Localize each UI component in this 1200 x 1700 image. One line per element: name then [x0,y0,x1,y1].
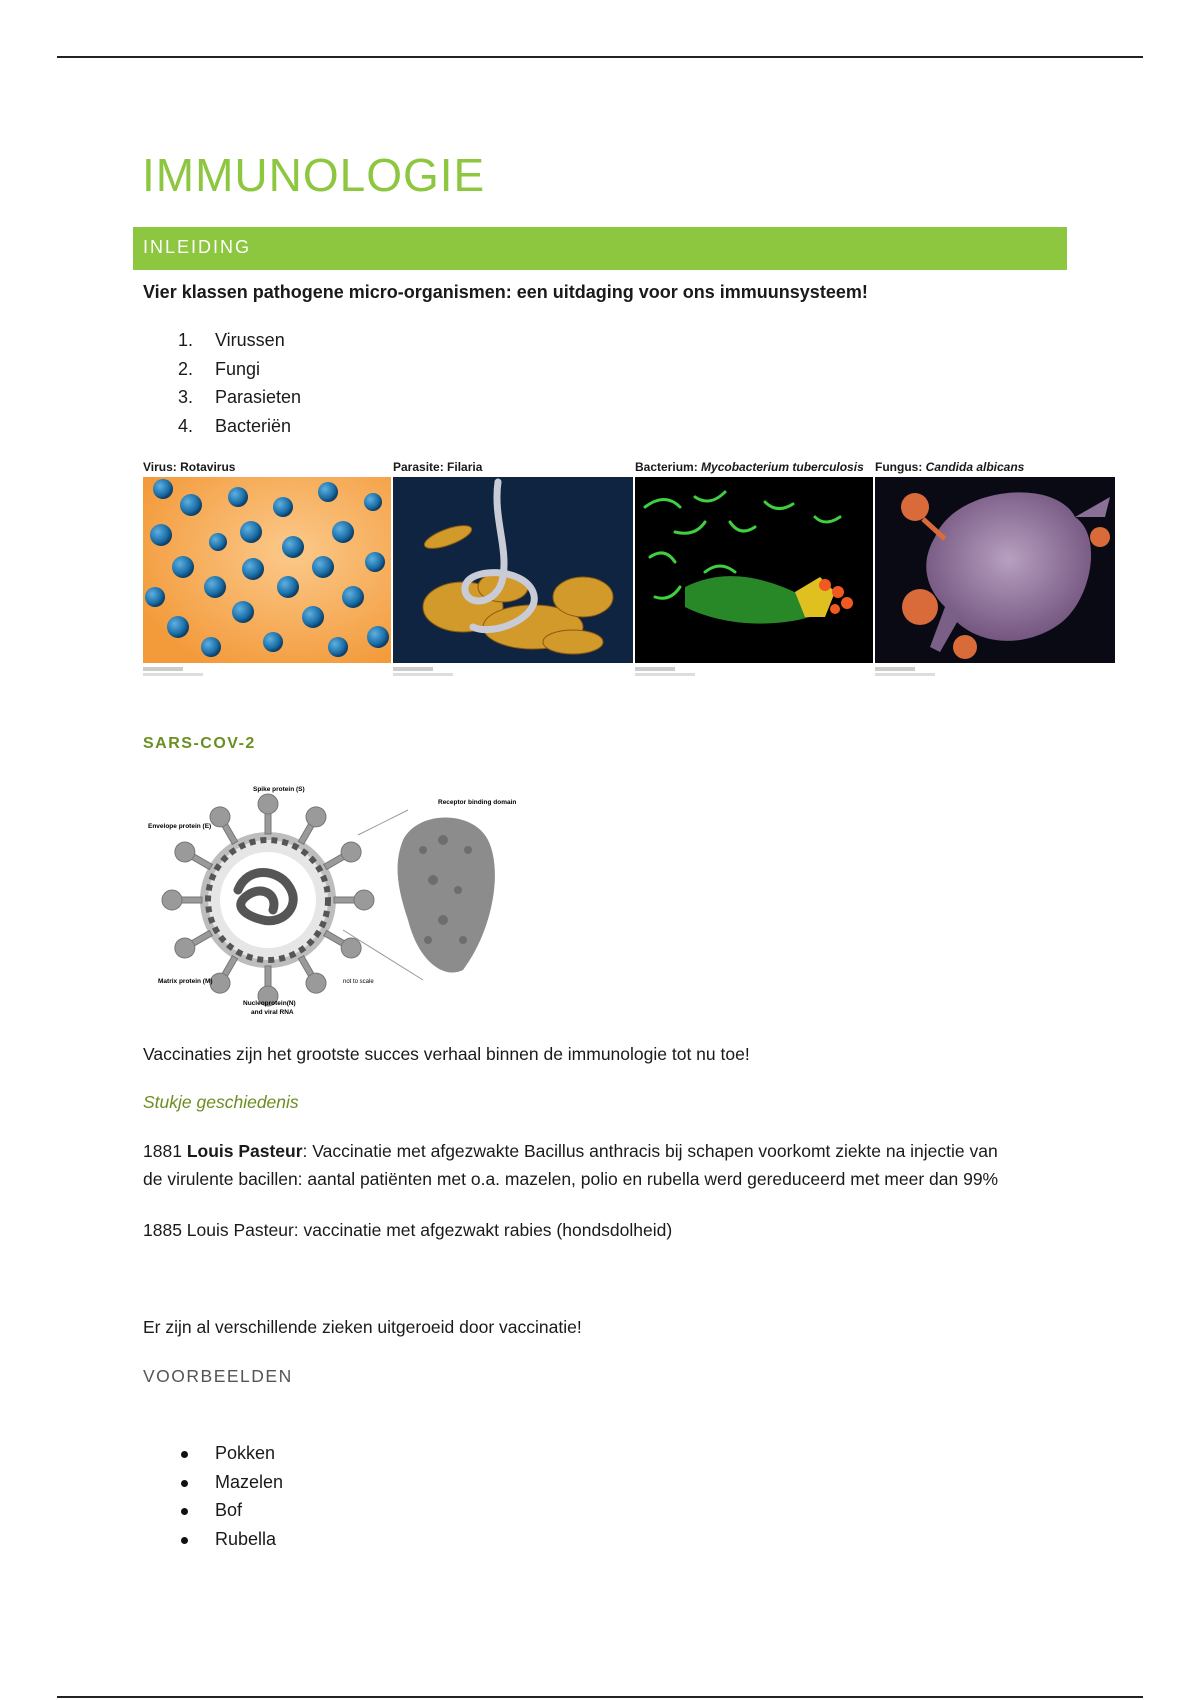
viral-rna-label: and viral RNA [251,1009,294,1016]
bullet-icon [181,1480,188,1487]
list-number: 1. [178,330,194,350]
vaccination-statement: Vaccinaties zijn het grootste succes verhaal binnen de immunologie tot nu toe! [143,1044,750,1064]
filaria-figure [393,460,633,680]
section-title: INLEIDING [143,237,252,257]
receptor-label: Receptor binding domain [438,799,517,806]
list-label: Parasieten [215,387,302,407]
header-rule [57,56,1143,58]
list-label: Bof [215,1500,243,1520]
list-item [178,387,301,416]
list-item [178,359,301,388]
list-item [178,1529,283,1558]
intro-statement: Vier klassen pathogene micro-organismen: een uitdaging voor ons immuunsysteem! [143,282,868,302]
history-year: 1881 [143,1141,182,1161]
scale-label: not to scale [343,979,374,985]
list-label: Fungi [215,358,261,379]
spike-label: Spike protein (S) [253,786,305,793]
history-paragraph-1 [143,1137,1063,1193]
history-text-line2: de virulente bacillen: aantal patiënten met o.a. mazelen, polio en rubella werd gereduceerd met meer dan 99% [143,1169,999,1189]
nucleoprotein-label: Nucleoprotein(N) [243,1000,296,1007]
examples-list [178,1443,283,1557]
list-number: 3. [178,387,194,407]
history-text-line1: : Vaccinatie met afgezwakte Bacillus anthracis bij schapen voorkomt ziekte na injectie van [302,1141,998,1161]
list-item [178,1443,283,1472]
figure-caption: Fungus: Candida albicans [875,460,1025,474]
list-item [178,330,301,359]
history-name: Louis Pasteur [186,1141,303,1161]
list-label: Bacteriën [215,415,292,436]
filaria-image [393,477,633,663]
figure-caption: Parasite: Filaria [393,460,483,474]
candida-image [875,477,1115,663]
mycobacterium-figure [635,460,873,680]
mycobacterium-image [635,477,873,663]
list-item [178,416,301,445]
figure-caption: Bacterium: Mycobacterium tuberculosis [635,460,864,474]
list-label: Mazelen [215,1471,284,1492]
sars-cov-2-heading: SARS-COV-2 [143,735,256,752]
list-label: Pokken [215,1443,276,1463]
bullet-icon [181,1537,188,1544]
list-number: 2. [178,358,194,379]
sars-cov-2-diagram [143,780,543,1020]
rotavirus-image [143,477,391,663]
footer-rule [57,1696,1143,1698]
eradicated-statement: Er zijn al verschillende zieken uitgeroeid door vaccinatie! [143,1317,582,1337]
section-bar-inleiding [133,227,1067,270]
candida-figure [875,460,1115,680]
list-label: Rubella [215,1528,277,1549]
history-paragraph-2: 1885 Louis Pasteur: vaccinatie met afgezwakt rabies (hondsdolheid) [143,1220,673,1240]
bullet-icon [181,1508,188,1515]
matrix-label: Matrix protein (M) [158,978,213,985]
bullet-icon [181,1451,188,1458]
rotavirus-figure [143,460,391,680]
list-number: 4. [178,415,194,436]
examples-heading: VOORBEELDEN [143,1366,293,1386]
pathogen-list [178,330,301,444]
list-label: Virussen [215,330,285,350]
envelope-label: Envelope protein (E) [148,823,212,830]
history-heading: Stukje geschiedenis [143,1092,299,1112]
figure-caption: Virus: Rotavirus [143,460,236,474]
list-item [178,1500,283,1529]
document-title: IMMUNOLOGIE [142,149,486,201]
list-item [178,1472,283,1501]
